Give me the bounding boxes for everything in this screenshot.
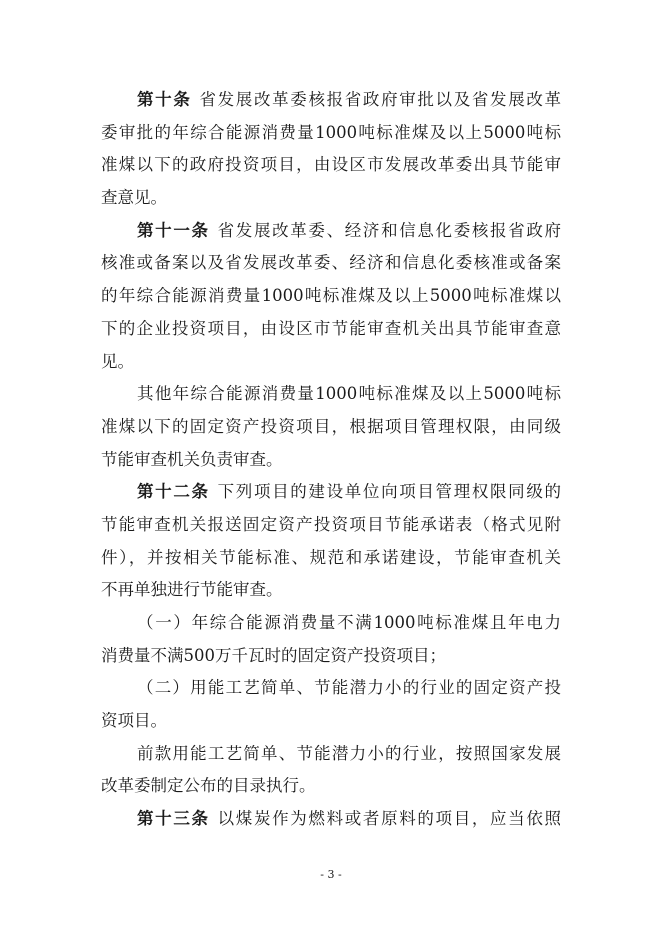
text-line	[101, 219, 561, 252]
paragraph	[101, 742, 561, 807]
paragraph	[101, 219, 561, 382]
line-text: 改革委制定公布的目录执行。	[101, 776, 316, 796]
text-line	[101, 153, 561, 186]
paragraph	[101, 611, 561, 676]
paragraph	[101, 807, 561, 840]
line-text: 核准或备案以及省发展改革委、经济和信息化委核准或备案	[101, 253, 561, 273]
line-text: 消费量不满500万千瓦时的固定资产投资项目；	[101, 645, 446, 665]
text-line	[101, 611, 561, 644]
text-line	[101, 644, 561, 677]
line-text: 准煤以下的固定资产投资项目，根据项目管理权限，由同级	[101, 416, 561, 436]
line-text: 资项目。	[101, 711, 167, 731]
document-body	[101, 88, 561, 840]
text-line	[101, 415, 561, 448]
text-line	[101, 480, 561, 513]
line-text: 省发展改革委核报省政府审批以及省发展改革	[199, 90, 562, 109]
article-heading: 第十三条	[137, 809, 210, 829]
text-line	[101, 121, 561, 154]
line-text: 节能审查机关报送固定资产投资项目节能承诺表（格式见附	[101, 514, 561, 534]
text-line	[101, 742, 561, 775]
line-text: 前款用能工艺简单、节能潜力小的行业，按照国家发展	[137, 743, 561, 763]
text-line	[101, 513, 561, 546]
text-line	[101, 284, 561, 317]
text-line	[101, 774, 561, 807]
line-text: 下列项目的建设单位向项目管理权限同级的	[217, 482, 562, 502]
line-text: 不再单独进行节能审查。	[101, 580, 283, 600]
text-line	[101, 251, 561, 284]
line-text: 的年综合能源消费量1000吨标准煤及以上5000吨标准煤以	[101, 286, 561, 306]
text-line	[101, 382, 561, 415]
text-line	[101, 350, 561, 383]
article-heading: 第十一条	[137, 220, 210, 240]
text-line	[101, 676, 561, 709]
line-text: （二）用能工艺简单、节能潜力小的行业的固定资产投	[137, 678, 561, 698]
paragraph	[101, 480, 561, 611]
text-line	[101, 186, 561, 219]
paragraph	[101, 676, 561, 741]
line-text: 下的企业投资项目，由设区市节能审查机关出具节能审查意	[101, 318, 561, 338]
line-text: 其他年综合能源消费量1000吨标准煤及以上5000吨标	[137, 384, 561, 404]
text-line	[101, 578, 561, 611]
text-line	[101, 807, 561, 840]
text-line	[101, 709, 561, 742]
text-line	[101, 448, 561, 481]
text-line	[101, 88, 561, 121]
line-text: （一）年综合能源消费量不满1000吨标准煤且年电力	[137, 613, 561, 632]
line-text: 件），并按相关节能标准、规范和承诺建设，节能审查机关	[101, 547, 561, 567]
paragraph	[101, 88, 561, 219]
line-text: 以煤炭作为燃料或者原料的项目，应当依照	[217, 809, 562, 829]
line-text: 准煤以下的政府投资项目，由设区市发展改革委出具节能审	[101, 155, 561, 175]
line-text: 查意见。	[101, 188, 167, 208]
page-number: - 3 -	[320, 868, 342, 881]
line-text: 节能审查机关负责审查。	[101, 449, 283, 469]
paragraph	[101, 382, 561, 480]
text-line	[101, 546, 561, 579]
line-text: 委审批的年综合能源消费量1000吨标准煤及以上5000吨标	[101, 122, 561, 142]
article-heading: 第十条	[137, 90, 192, 109]
article-heading: 第十二条	[137, 482, 210, 502]
text-line	[101, 317, 561, 350]
line-text: 见。	[101, 351, 134, 371]
line-text: 省发展改革委、经济和信息化委核报省政府	[217, 220, 562, 240]
